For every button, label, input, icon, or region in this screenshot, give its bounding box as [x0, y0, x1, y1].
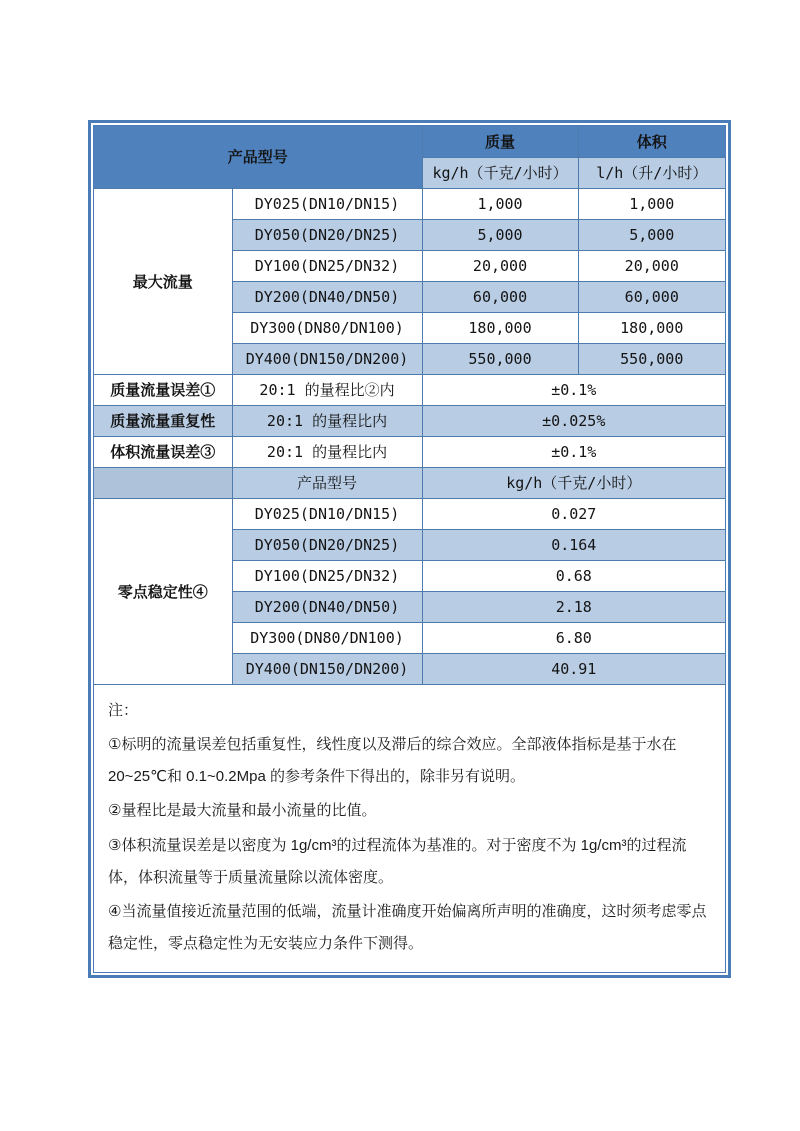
cell-mass-value: 20,000 [422, 250, 578, 281]
zero-header-spacer [94, 467, 232, 498]
cell-model: DY050(DN20/DN25) [232, 219, 422, 250]
header-mass: 质量 [422, 126, 578, 157]
cell-volume-value: 5,000 [578, 219, 725, 250]
max-flow-label: 最大流量 [94, 188, 232, 374]
notes-section [94, 685, 725, 961]
spec-sheet-inner [93, 125, 726, 973]
header-product-model: 产品型号 [94, 126, 422, 188]
cell-model: DY300(DN80/DN100) [232, 622, 422, 653]
header-volume: 体积 [578, 126, 725, 157]
cell-model: DY100(DN25/DN32) [232, 250, 422, 281]
spec-label: 质量流量误差① [94, 374, 232, 405]
note-item-2: ②量程比是最大流量和最小流量的比值。 [108, 802, 377, 820]
cell-mass-value: 1,000 [422, 188, 578, 219]
cell-mass-value: 5,000 [422, 219, 578, 250]
cell-model: DY200(DN40/DN50) [232, 591, 422, 622]
cell-model: DY025(DN10/DN15) [232, 188, 422, 219]
note-item-1: ①标明的流量误差包括重复性，线性度以及滞后的综合效应。全部液体指标是基于水在20~25℃和 0.1~0.2Mpa 的参考条件下得出的，除非另有说明。 [108, 735, 677, 785]
cell-mass-value: 550,000 [422, 343, 578, 374]
note-item-3: ③体积流量误差是以密度为 1g/cm³的过程流体为基准的。对于密度不为 1g/cm³的过程流体，体积流量等于质量流量除以流体密度。 [108, 836, 687, 886]
cell-zero-value: 0.68 [422, 560, 725, 591]
spec-condition: 20:1 的量程比内 [232, 405, 422, 436]
spec-row [94, 405, 725, 436]
cell-zero-value: 0.027 [422, 498, 725, 529]
cell-zero-value: 6.80 [422, 622, 725, 653]
cell-zero-value: 0.164 [422, 529, 725, 560]
cell-volume-value: 180,000 [578, 312, 725, 343]
cell-model: DY100(DN25/DN32) [232, 560, 422, 591]
zero-header-unit: kg/h（千克/小时） [422, 467, 725, 498]
spec-value: ±0.1% [422, 436, 725, 467]
flow-meter-spec-table [94, 126, 725, 685]
spec-condition: 20:1 的量程比内 [232, 436, 422, 467]
spec-row [94, 374, 725, 405]
cell-volume-value: 550,000 [578, 343, 725, 374]
zero-stability-label: 零点稳定性④ [94, 498, 232, 684]
cell-volume-value: 1,000 [578, 188, 725, 219]
cell-mass-value: 180,000 [422, 312, 578, 343]
spec-row [94, 436, 725, 467]
spec-value: ±0.1% [422, 374, 725, 405]
cell-model: DY400(DN150/DN200) [232, 653, 422, 684]
cell-volume-value: 20,000 [578, 250, 725, 281]
spec-condition: 20:1 的量程比②内 [232, 374, 422, 405]
cell-mass-value: 60,000 [422, 281, 578, 312]
cell-model: DY050(DN20/DN25) [232, 529, 422, 560]
notes-title: 注： [108, 701, 139, 719]
zero-header-product-model: 产品型号 [232, 467, 422, 498]
header-row-1 [94, 126, 725, 157]
table-row [94, 188, 725, 219]
cell-zero-value: 40.91 [422, 653, 725, 684]
spec-sheet-frame [88, 120, 731, 978]
cell-volume-value: 60,000 [578, 281, 725, 312]
header-volume-unit: l/h（升/小时） [578, 157, 725, 188]
spec-label: 质量流量重复性 [94, 405, 232, 436]
cell-model: DY400(DN150/DN200) [232, 343, 422, 374]
spec-value: ±0.025% [422, 405, 725, 436]
cell-model: DY300(DN80/DN100) [232, 312, 422, 343]
cell-zero-value: 2.18 [422, 591, 725, 622]
spec-label: 体积流量误差③ [94, 436, 232, 467]
cell-model: DY200(DN40/DN50) [232, 281, 422, 312]
header-mass-unit: kg/h（千克/小时） [422, 157, 578, 188]
zero-header-row [94, 467, 725, 498]
table-row [94, 498, 725, 529]
cell-model: DY025(DN10/DN15) [232, 498, 422, 529]
note-item-4: ④当流量值接近流量范围的低端，流量计准确度开始偏离所声明的准确度，这时须考虑零点稳定性，零点稳定性为无安装应力条件下测得。 [108, 903, 707, 953]
